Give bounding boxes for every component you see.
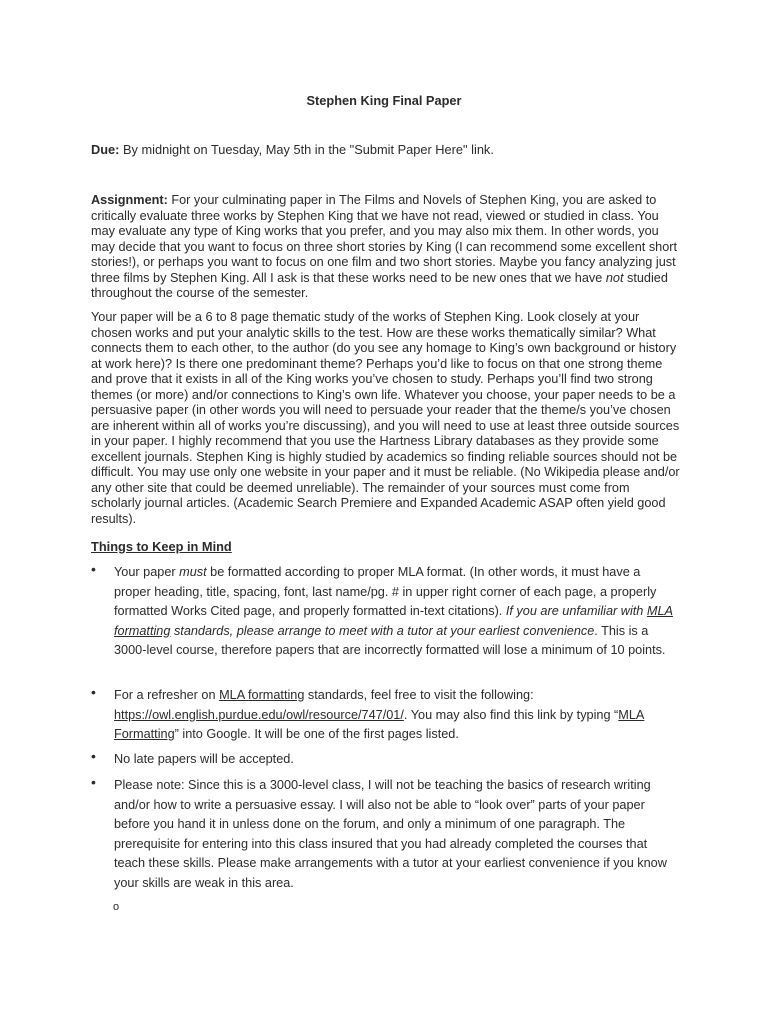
bullet-text-part: ” into Google. It will be one of the first pages listed. [174, 727, 459, 742]
bullet-emphasis: If you are unfamiliar with [505, 604, 647, 619]
bullet-text-part: be formatted according to proper MLA format. (In other words, it must have a proper heading, title, spacing, font, last name/pg. # in upper right corner of each page, a properly formatted Works Cited page, and properly formatted in-text citations). [114, 565, 657, 619]
bullet-emphasis: standards, please arrange to meet with a tutor at your earliest convenience [170, 623, 595, 638]
bullet-text: No late papers will be accepted. [114, 752, 294, 766]
mla-formatting-link[interactable]: MLA formatting [114, 604, 673, 638]
bullet-icon: • [91, 684, 96, 700]
assignment-text-2: studied throughout the course of the semester. [91, 270, 668, 300]
page-title: Stephen King Final Paper [306, 93, 462, 108]
bullet-text-part: . This is a 3000-level course, therefore papers that are incorrectly formatted will lose a minimum of 10 points. [114, 623, 666, 658]
purdue-owl-link[interactable]: https://owl.english.purdue.edu/owl/resource/747/01/ [114, 707, 404, 722]
bullet-icon: • [91, 748, 96, 764]
bullet-text [114, 686, 680, 745]
bullet-text-part: standards, feel free to visit the following: [304, 688, 534, 702]
assignment-text-1: For your culminating paper in The Films and Novels of Stephen King, you are asked to critically evaluate three works by Stephen King that we have not read, viewed or studied in class. You may evaluate any type of King works that you prefer, and you may also mix them. In other words, you may decide that you want to focus on three short stories by King (I can recommend some excellent short stories!), or perhaps you want to focus on one film and two short stories. Maybe you fancy analyzing just three films by Stephen King. All I ask is that these works need to be new ones that we have [91, 193, 678, 285]
bullet-icon: • [91, 774, 96, 790]
mla-formatting-search-link[interactable]: MLA Formatting [114, 707, 645, 742]
assignment-paragraph [91, 193, 679, 302]
due-text: By midnight on Tuesday, May 5th in the "Submit Paper Here" link. [119, 142, 494, 157]
bullet-text [114, 563, 680, 661]
bullet-text-part: Your paper [114, 565, 180, 579]
assignment-emphasis: not [605, 270, 624, 285]
bullet-icon: • [91, 561, 96, 577]
paper-description-paragraph: Your paper will be a 6 to 8 page thematic study of the works of Stephen King. Look closely at your chosen works and put your analytic skills to the test. How are these works thematically similar? What connects them to each other, to the author (do you see any homage to King’s own background or history at work here)? Is there one predominant theme? Perhaps you’d like to focus on that one strong theme and prove that it exists in all of the King works you’ve chosen to study. Perhaps you’ll find two strong themes (or more) and/or connections to King’s own life. Whatever you choose, your paper needs to be a persuasive paper (in other words you will need to persuade your reader that the theme/s you’ve chosen are inherent within all of works you’re discussing), and you will need to use at least three outside sources in your paper. I highly recommend that you use the Hartness Library databases as they provide some excellent journals. Stephen King is highly studied by academics so finding reliable sources should not be difficult. You may use only one website in your paper and it must be reliable. (No Wikipedia please and/or any other site that could be deemed unreliable). The remainder of your sources must come from scholarly journal articles. (Academic Search Premiere and Expanded Academic ASAP often yield good results). [91, 310, 680, 526]
things-to-keep-in-mind-heading: Things to Keep in Mind [91, 539, 232, 554]
bullet-emphasis: must [179, 565, 207, 579]
due-label: Due: [91, 142, 120, 157]
due-line [91, 142, 691, 158]
bullet-text-part: . You may also find this link by typing “ [403, 707, 619, 722]
assignment-label: Assignment: [91, 193, 168, 207]
mla-formatting-link[interactable]: MLA formatting [219, 688, 305, 702]
bullet-text-part: For a refresher on [114, 688, 220, 702]
sub-bullet-icon: o [113, 901, 120, 913]
bullet-text: Please note: Since this is a 3000-level class, I will not be teaching the basics of research writing and/or how to write a persuasive essay. I will also not be able to “look over” parts of your paper before you hand it in unless done on the forum, and only a minimum of one paragraph. The prerequisite for entering into this class insured that you had already completed the courses that teach these skills. Please make arrangements with a tutor at your earliest convenience if you know your skills are weak in this area. [114, 778, 667, 890]
